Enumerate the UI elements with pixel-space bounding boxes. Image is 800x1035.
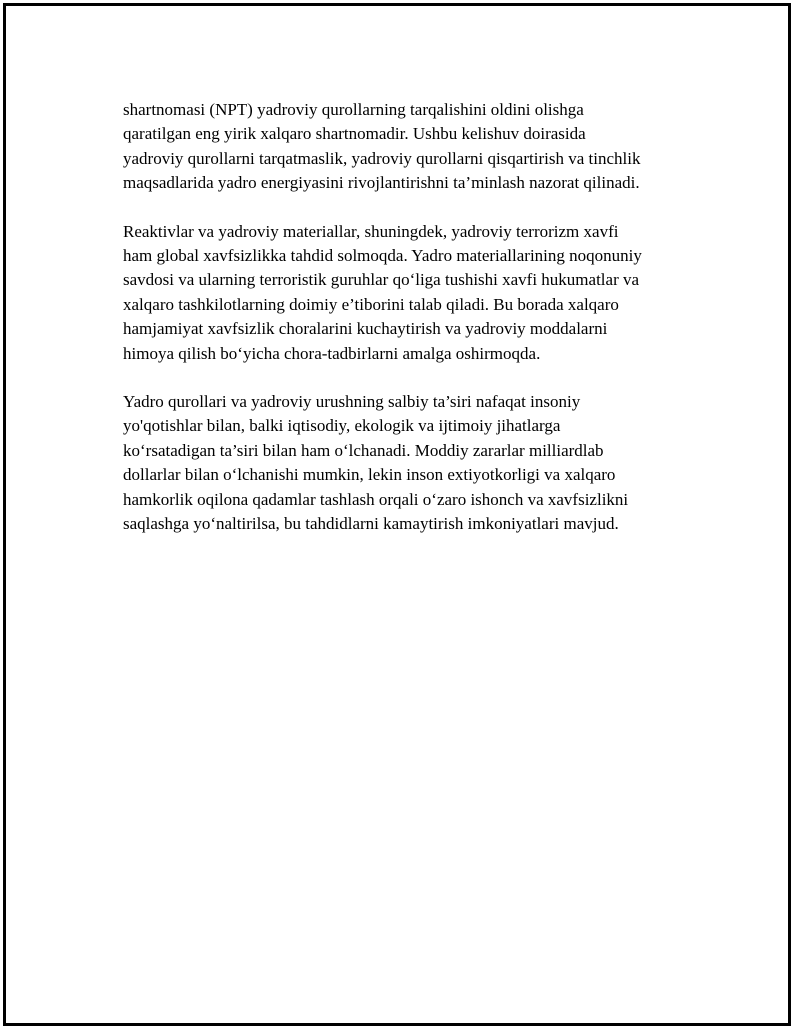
page-frame [3, 3, 791, 1026]
text-line: Yadro qurollari va yadroviy urushning salbiy ta’siri nafaqat insoniy [123, 392, 581, 412]
text-line: ko‘rsatadigan ta’siri bilan ham o‘lchanadi. Moddiy zararlar milliardlab [123, 440, 604, 460]
document-body [123, 98, 723, 561]
paragraph-3 [123, 390, 723, 536]
text-line: yadroviy qurollarni tarqatmaslik, yadroviy qurollarni qisqartirish va tinchlik [123, 148, 641, 168]
text-line: himoya qilish bo‘yicha chora-tadbirlarni amalga oshirmoqda. [123, 343, 541, 363]
text-line: ham global xavfsizlikka tahdid solmoqda. Yadro materiallarining noqonuniy [123, 246, 642, 266]
text-line: maqsadlarida yadro energiyasini rivojlantirishni ta’minlash nazorat qilinadi. [123, 173, 640, 193]
paragraph-1 [123, 98, 723, 196]
text-line: xalqaro tashkilotlarning doimiy e’tiborini talab qiladi. Bu borada xalqaro [123, 294, 619, 314]
text-line: hamkorlik oqilona qadamlar tashlash orqali o‘zaro ishonch va xavfsizlikni [123, 489, 629, 509]
text-line: Reaktivlar va yadroviy materiallar, shuningdek, yadroviy terrorizm xavfi [123, 221, 619, 241]
text-line: qaratilgan eng yirik xalqaro shartnomadir. Ushbu kelishuv doirasida [123, 124, 586, 144]
text-line: savdosi va ularning terroristik guruhlar qo‘liga tushishi xavfi hukumatlar va [123, 270, 640, 290]
text-line: shartnomasi (NPT) yadroviy qurollarning tarqalishini oldini olishga [123, 100, 584, 119]
text-line: dollarlar bilan o‘lchanishi mumkin, lekin inson extiyotkorligi va xalqaro [123, 465, 616, 485]
paragraph-2 [123, 220, 723, 366]
text-line: yo'qotishlar bilan, balki iqtisodiy, ekologik va ijtimoiy jihatlarga [123, 416, 561, 436]
text-line: hamjamiyat xavfsizlik choralarini kuchaytirish va yadroviy moddalarni [123, 319, 608, 339]
text-line: saqlashga yo‘naltirilsa, bu tahdidlarni kamaytirish imkoniyatlari mavjud. [123, 514, 619, 534]
